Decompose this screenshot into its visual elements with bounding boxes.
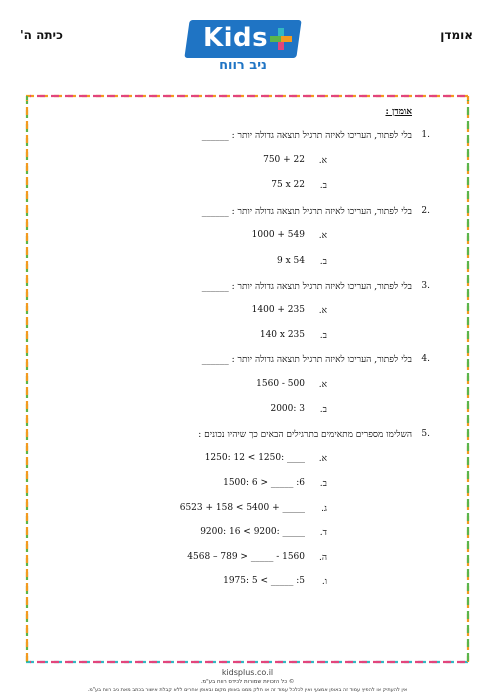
option-expression: 140 x 235 [259, 330, 305, 340]
fill-in-exercise: 1975: 5 < _____ :5 [223, 576, 305, 586]
option-letter: ג. [321, 504, 327, 514]
option-letter: א. [318, 231, 327, 241]
option-letter: א. [318, 156, 327, 166]
option-letter: ה. [318, 553, 327, 563]
option-letter: ב. [319, 479, 327, 489]
question-number: .2 [421, 206, 430, 216]
option-expression: 1400 + 235 [251, 305, 305, 315]
question-text: השלימו מספרים מתאימים בתרגילים הבאים כך שיהיו נכונים : [198, 430, 412, 440]
option-letter: ד. [319, 528, 327, 538]
logo-text: Kids [203, 23, 269, 53]
option-expression: 750 + 22 [263, 155, 305, 165]
option-letter: ב. [319, 257, 327, 267]
option-expression: 2000: 3 [270, 404, 305, 414]
option-letter: א. [318, 380, 327, 390]
fill-in-exercise: 1250: 12 < 1250: ____ [204, 453, 305, 463]
fill-in-exercise: 6523 + 158 < 5400 + _____ [179, 503, 305, 513]
question-text: בלי לפתור, העריכו לאיזה תרגיל תוצאה גדולה יותר : ______ [201, 131, 412, 141]
option-letter: א. [318, 306, 327, 316]
fill-in-exercise: 4568 – 789 > _____ - 1560 [187, 552, 305, 562]
subject-label: אומדן [440, 28, 473, 42]
option-expression: 1000 + 549 [251, 230, 305, 240]
question-text: בלי לפתור, העריכו לאיזה תרגיל תוצאה גדולה יותר : ______ [201, 282, 412, 292]
kids-logo [187, 20, 307, 76]
question-text: בלי לפתור, העריכו לאיזה תרגיל תוצאה גדולה יותר : ______ [201, 355, 412, 365]
logo-subtitle: ניב רווח [219, 58, 267, 73]
option-expression: 75 x 22 [271, 180, 305, 190]
option-letter: ב. [319, 181, 327, 191]
footer-copyright: © כל הזכויות שמורות לכידס רווח בע"מ. [200, 679, 295, 685]
footer-url: kidsplus.co.il [221, 668, 274, 677]
option-letter: א. [318, 454, 327, 464]
question-text: בלי לפתור, העריכו לאיזה תרגיל תוצאה גדולה יותר : ______ [201, 207, 412, 217]
question-number: .3 [421, 281, 430, 291]
grade-label: כיתה ה' [20, 28, 63, 42]
question-number: .5 [421, 429, 430, 439]
fill-in-exercise: 9200: 16 < 9200: _____ [200, 527, 305, 537]
option-letter: ב. [319, 405, 327, 415]
question-number: .4 [421, 354, 430, 364]
option-expression: 9 x 54 [277, 256, 305, 266]
worksheet-title: אומדן : [385, 107, 412, 117]
option-letter: ו. [321, 577, 327, 587]
footer-notice: אין להעתיק או להפיץ עמוד זה באופן אמצעי ואין לכלכל עמוד זה או חלק ממנו באופן מקום ובאופן אחרים ללא קבלת אישור בכתב מאת ניב רווח בע"מ. [87, 687, 408, 693]
option-letter: ב. [319, 331, 327, 341]
option-expression: 1560 - 500 [256, 379, 305, 389]
question-number: .1 [421, 130, 430, 140]
fill-in-exercise: 1500: 6 > _____ :6 [223, 478, 305, 488]
plus-icon [270, 28, 292, 50]
